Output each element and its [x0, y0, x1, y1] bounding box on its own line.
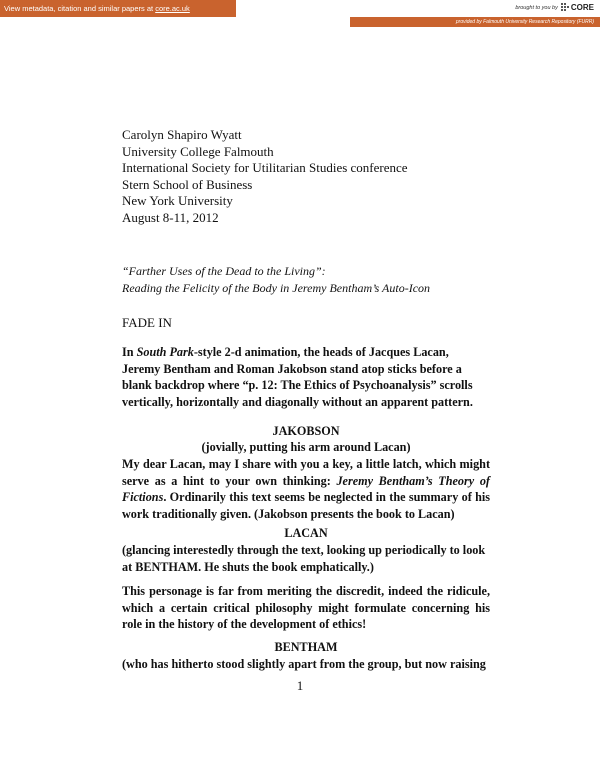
- fade-in-heading: FADE IN: [122, 315, 172, 330]
- paper-title: [122, 263, 430, 297]
- brought-by-text: brought to you by: [515, 5, 558, 11]
- conference-name: International Society for Utilitarian Studies conference: [122, 160, 408, 176]
- conference-date: August 8-11, 2012: [122, 209, 219, 225]
- lacan-action: (glancing interestedly through the text, looking up periodically to look at BENTHAM. He shuts the book emphatically.): [122, 543, 486, 574]
- conference-venue: Stern School of Business: [122, 176, 253, 192]
- core-metadata-text: View metadata, citation and similar papers at: [4, 4, 154, 13]
- author-header: [122, 127, 408, 227]
- jakobson-parenthetical: (jovially, putting his arm around Lacan): [201, 440, 411, 454]
- title-line-2: Reading the Felicity of the Body in Jeremy Bentham’s Auto-Icon: [122, 280, 431, 295]
- page-number: 1: [296, 678, 304, 693]
- lacan-dialogue: This personage is far from meriting the discredit, indeed the ridicule, which a certain critical philosophy might formulate concerning his role in the history of the development of ethics!: [122, 584, 490, 632]
- author-affiliation: University College Falmouth: [122, 143, 274, 159]
- intro-show-title: South Park: [136, 345, 194, 359]
- core-logo-text: CORE: [570, 3, 594, 12]
- core-provided-by: provided by Falmouth University Research Repository (FURR): [350, 17, 600, 27]
- conference-university: New York University: [122, 193, 233, 209]
- intro-prefix: In: [122, 345, 137, 359]
- jakobson-dialogue-start: My dear Lacan, may I share with you a key, a little latch, which might serve as a hint to your own thinking:: [122, 457, 490, 488]
- character-bentham: BENTHAM: [274, 640, 338, 654]
- title-line-1: “Farther Uses of the Dead to the Living”:: [122, 264, 326, 278]
- author-name: Carolyn Shapiro Wyatt: [122, 127, 242, 142]
- jakobson-dialogue: [122, 456, 490, 523]
- core-link[interactable]: core.ac.uk: [155, 4, 190, 13]
- intro-rest: -style 2-d animation, the heads of Jacques Lacan, Jeremy Bentham and Roman Jakobson stand atop sticks before a blank backdrop where “p. 12: The Ethics of Psychoanalysis” scrolls vertically, horizontally and diagonally without an apparent pattern.: [122, 345, 473, 410]
- jakobson-book-title: Jeremy Bentham’s Theory of Fictions: [122, 473, 490, 505]
- character-jakobson: JAKOBSON: [272, 424, 340, 438]
- intro-paragraph: [122, 344, 490, 411]
- jakobson-dialogue-end: . Ordinarily this text seems be neglected in the summary of his work traditionally given. (Jakobson presents the book to Lacan): [122, 490, 490, 522]
- character-lacan: LACAN: [284, 526, 328, 540]
- bentham-action: (who has hitherto stood slightly apart from the group, but now raising: [122, 657, 486, 671]
